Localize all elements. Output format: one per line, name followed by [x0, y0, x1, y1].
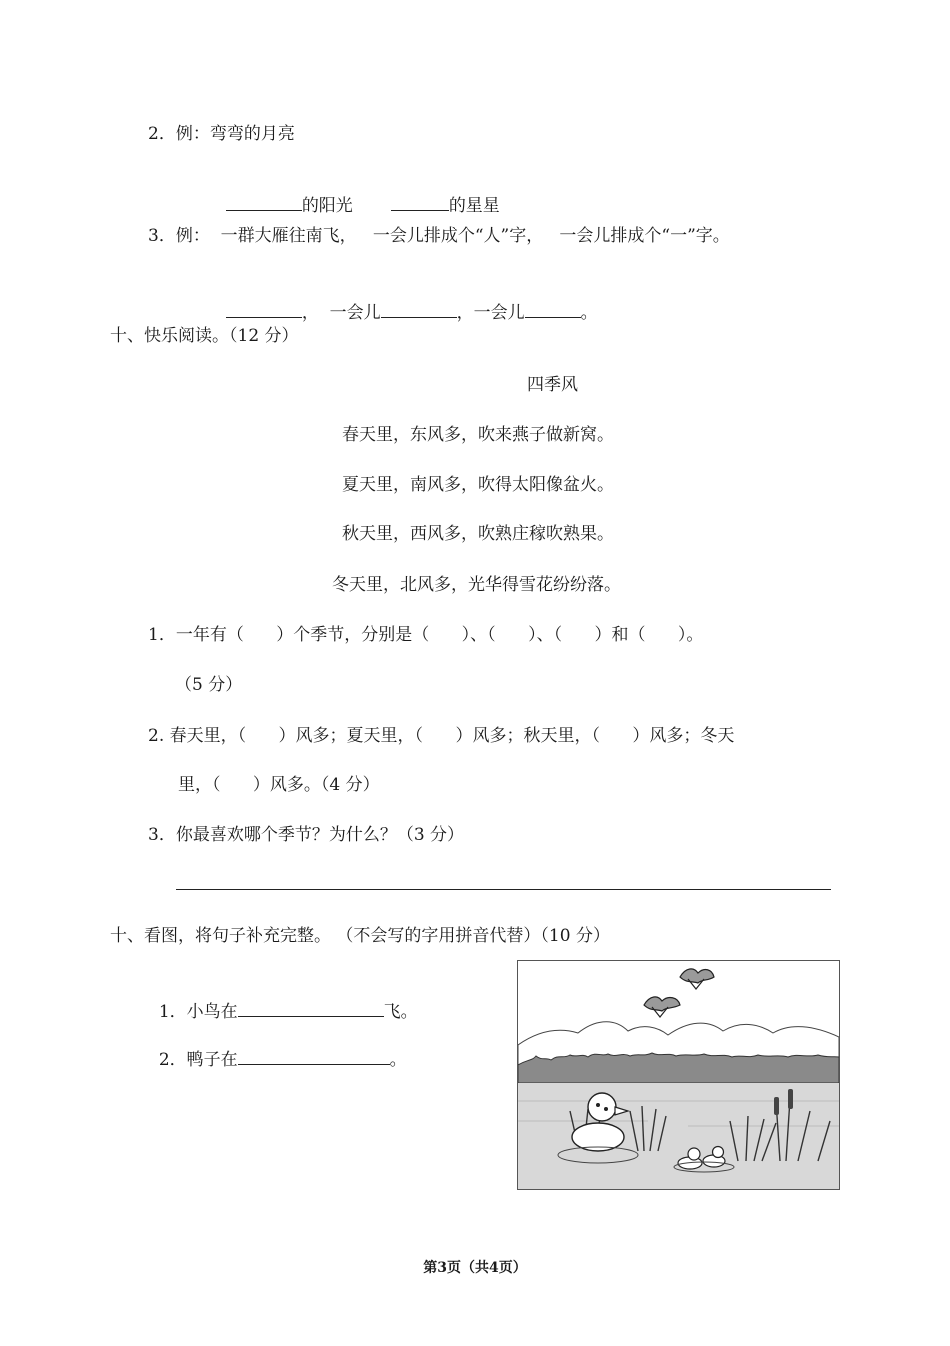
reading-q2-line1: 2. 春天里，（ ）风多；夏天里，（ ）风多；秋天里，（ ）风多；冬天: [148, 726, 735, 746]
reading-q1-line2: （5 分）: [175, 675, 243, 695]
picture-heading: 十、看图，将句子补充完整。 （不会写的字用拼音代替）（10 分）: [110, 926, 610, 946]
cattail: [774, 1097, 779, 1115]
reading-q3-answer-line[interactable]: [176, 889, 831, 890]
q9-item2-answer-row: [215, 171, 500, 217]
q9-item3-answer-row: [215, 278, 598, 324]
picture-q1-prefix: 1．小鸟在: [158, 1002, 238, 1022]
reading-q2-line2: 里，（ ）风多。（4 分）: [178, 775, 380, 795]
answer-blank[interactable]: [226, 300, 302, 318]
answer-blank[interactable]: [381, 300, 457, 318]
cattail: [788, 1089, 793, 1109]
bird-icon: [680, 969, 714, 989]
picture-q2-suffix: 。: [389, 1050, 407, 1070]
answer-blank[interactable]: [391, 193, 449, 211]
q9-item3-sep1: ， 一会儿: [301, 303, 381, 323]
q9-item3-sep2: ，一会儿: [456, 303, 525, 323]
reading-heading: 十、快乐阅读。（12 分）: [110, 326, 299, 346]
poem-line: 秋天里，西风多，吹熟庄稼吹熟果。: [342, 524, 614, 544]
reading-q1-line1: 1．一年有（ ）个季节，分别是（ ）、（ ）、（ ）和（ ）。: [148, 625, 704, 645]
tree-line: [518, 1053, 839, 1083]
reading-q3: 3．你最喜欢哪个季节？为什么？（3 分）: [148, 825, 465, 845]
poem-line: 春天里，东风多，吹来燕子做新窝。: [342, 425, 614, 445]
answer-blank[interactable]: [226, 193, 302, 211]
q9-item3-label: 3．例： 一群大雁往南飞， 一会儿排成个“人”字， 一会儿排成个“一”字。: [148, 226, 730, 246]
q9-item2-label: 2．例：弯弯的月亮: [148, 124, 295, 144]
bird-icon: [644, 997, 680, 1017]
lake-illustration: [517, 960, 840, 1190]
picture-q1-suffix: 飞。: [383, 1002, 418, 1022]
lake-scene-drawing: [518, 961, 839, 1189]
q9-item3-end: 。: [580, 303, 598, 323]
picture-q1: [148, 977, 418, 1023]
page-footer: 第3页（共4页）: [423, 1260, 527, 1276]
poem-line: 冬天里，北风多，光华得雪花纷纷落。: [332, 575, 621, 595]
answer-blank[interactable]: [238, 1047, 390, 1065]
q9-item2-row-b: 的星星: [448, 196, 500, 216]
picture-q2-prefix: 2．鸭子在: [158, 1050, 238, 1070]
answer-blank[interactable]: [525, 300, 581, 318]
poem-line: 夏天里，南风多，吹得太阳像盆火。: [342, 475, 614, 495]
q9-item2-row-a: 的阳光: [301, 196, 353, 216]
poem-title: 四季风: [527, 375, 578, 395]
picture-q2: [148, 1025, 407, 1071]
answer-blank[interactable]: [238, 999, 384, 1017]
